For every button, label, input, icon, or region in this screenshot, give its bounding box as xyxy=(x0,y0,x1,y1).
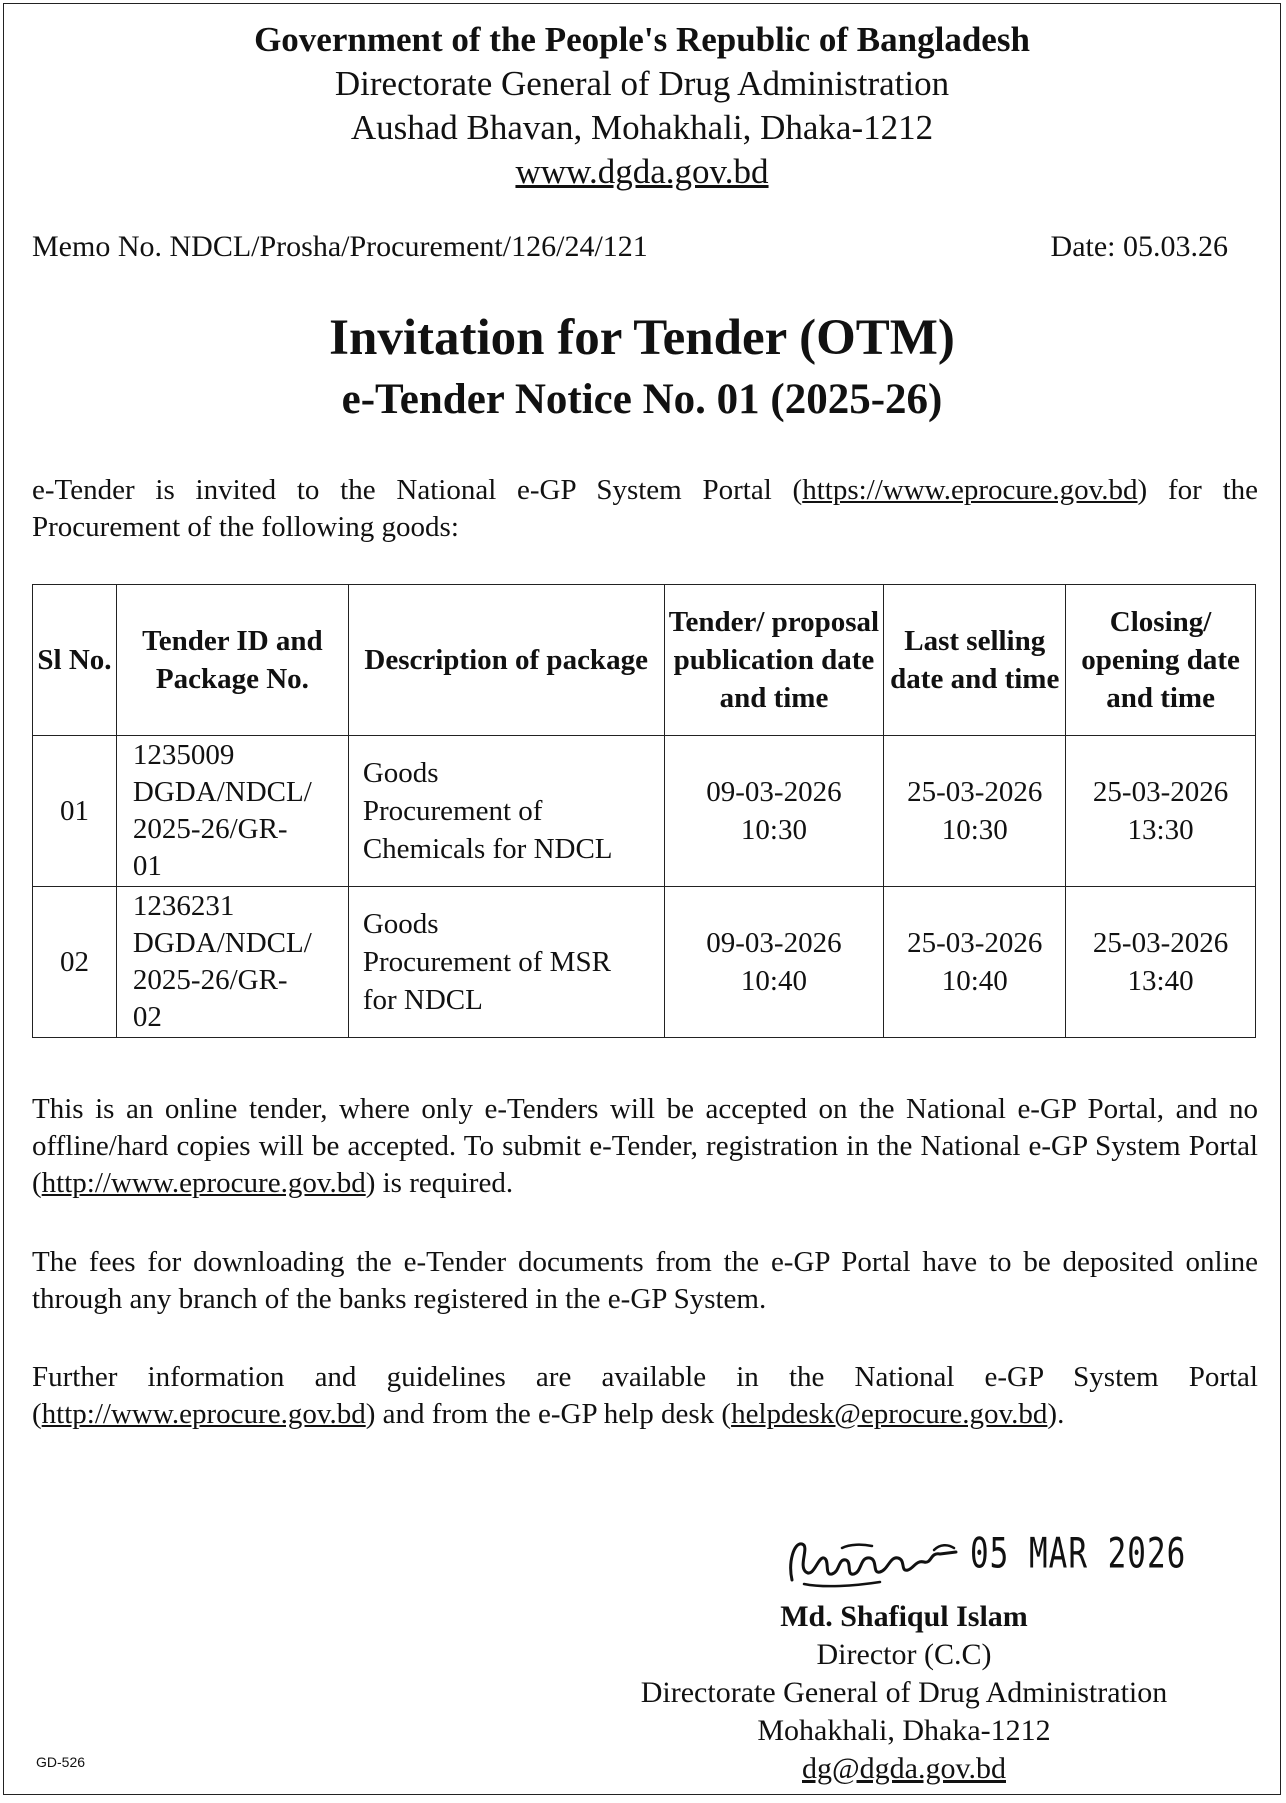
cell-description xyxy=(348,736,664,887)
description-line: Procurement of xyxy=(362,795,543,827)
government-name: Government of the People's Republic of Bangladesh xyxy=(254,20,1030,59)
memo-date: Date: 05.03.26 xyxy=(1050,230,1228,263)
info-line1: Further information and guidelines are available in the National e-GP System Portal xyxy=(32,1361,1258,1393)
package-line: DGDA/NDCL/ xyxy=(132,776,312,808)
intro-text-before: e-Tender is invited to the National e-GP System Portal ( xyxy=(32,474,803,506)
cell-selling xyxy=(884,887,1066,1038)
package-line: 2025-26/GR- xyxy=(132,964,288,996)
cell-tender-id xyxy=(116,887,348,1038)
description-line: Procurement of MSR xyxy=(362,946,611,978)
cell-closing xyxy=(1066,887,1256,1038)
tender-id: 1235009 xyxy=(132,739,235,771)
selling-date: 25-03-2026 xyxy=(907,927,1043,959)
info-line2 xyxy=(32,1396,1258,1433)
website-link[interactable]: www.dgda.gov.bd xyxy=(515,152,769,191)
notice-page xyxy=(3,3,1281,1795)
cell-description xyxy=(348,887,664,1038)
fees-paragraph: The fees for downloading the e-Tender documents from the e-GP Portal have to be deposited online through any branch of the banks registered in the e-GP System. xyxy=(32,1246,1258,1315)
eprocure-link[interactable]: http://www.eprocure.gov.bd xyxy=(41,1167,366,1199)
table-header-row xyxy=(33,585,1256,736)
description-line: Chemicals for NDCL xyxy=(362,833,613,865)
publication-date: 09-03-2026 xyxy=(706,776,842,808)
closing-time: 13:30 xyxy=(1127,814,1194,846)
table-row xyxy=(33,887,1256,1038)
paragraph1-text-after: ) is required. xyxy=(365,1167,514,1199)
notice-subtitle: e-Tender Notice No. 01 (2025-26) xyxy=(341,376,943,423)
selling-time: 10:40 xyxy=(941,965,1008,997)
description-line: Goods xyxy=(362,757,439,789)
bracket: ). xyxy=(1047,1398,1065,1430)
notice-title: Invitation for Tender (OTM) xyxy=(329,310,955,366)
eprocure-link[interactable]: https://www.eprocure.gov.bd xyxy=(802,474,1138,506)
memo-number: Memo No. NDCL/Prosha/Procurement/126/24/121 xyxy=(32,230,648,263)
selling-time: 10:30 xyxy=(941,814,1008,846)
intro-paragraph xyxy=(32,472,1258,546)
cell-closing xyxy=(1066,736,1256,887)
cell-publication xyxy=(664,736,884,887)
signatory-email-link[interactable]: dg@dgda.gov.bd xyxy=(802,1752,1006,1785)
header-closing: Closing/ opening date and time xyxy=(1066,585,1256,736)
publication-time: 10:30 xyxy=(740,814,807,846)
header-sl: Sl No. xyxy=(33,585,117,736)
header-tender-id: Tender ID and Package No. xyxy=(116,585,348,736)
bracket: ( xyxy=(32,1398,42,1430)
tender-table xyxy=(32,584,1256,1038)
cell-publication xyxy=(664,887,884,1038)
cell-tender-id xyxy=(116,736,348,887)
package-line: DGDA/NDCL/ xyxy=(132,927,312,959)
directorate-address: Aushad Bhavan, Mohakhali, Dhaka-1212 xyxy=(350,108,934,147)
signatory-block xyxy=(584,1598,1224,1788)
cell-sl: 01 xyxy=(33,736,117,887)
description-line: for NDCL xyxy=(362,984,483,1016)
signatory-office: Directorate General of Drug Administration xyxy=(640,1676,1168,1709)
helpdesk-email-link[interactable]: helpdesk@eprocure.gov.bd xyxy=(731,1398,1048,1430)
letterhead xyxy=(4,18,1280,194)
table-row xyxy=(33,736,1256,887)
online-tender-paragraph xyxy=(32,1091,1258,1202)
package-line: 01 xyxy=(132,850,162,882)
info-middle-text: ) and from the e-GP help desk ( xyxy=(365,1398,732,1430)
paragraph1-text-before: This is an online tender, where only e-Tenders will be accepted on the National e-GP Portal, and no offline/hard copies will be accepted. To submit e-Tender, registration in the National e-GP System Portal ( xyxy=(32,1093,1258,1199)
package-line: 2025-26/GR- xyxy=(132,813,288,845)
header-publication: Tender/ proposal publication date and time xyxy=(664,585,884,736)
notice-code: GD-526 xyxy=(36,1754,86,1770)
closing-date: 25-03-2026 xyxy=(1092,776,1229,808)
publication-time: 10:40 xyxy=(740,965,807,997)
directorate-name: Directorate General of Drug Administration xyxy=(334,64,950,103)
tender-id: 1236231 xyxy=(132,890,235,922)
cell-sl: 02 xyxy=(33,887,117,1038)
header-selling: Last selling date and time xyxy=(884,585,1066,736)
signatory-designation: Director (C.C) xyxy=(816,1638,992,1671)
closing-time: 13:40 xyxy=(1127,965,1194,997)
signatory-name: Md. Shafiqul Islam xyxy=(780,1600,1028,1633)
publication-date: 09-03-2026 xyxy=(706,927,842,959)
intro-text-after: ) for the Procurement of the following goods: xyxy=(32,474,1258,543)
cell-selling xyxy=(884,736,1066,887)
info-paragraph xyxy=(32,1359,1258,1433)
description-line: Goods xyxy=(362,908,439,940)
signature-date-stamp: 05 MAR 2026 xyxy=(970,1529,1187,1579)
header-description: Description of package xyxy=(348,585,664,736)
package-line: 02 xyxy=(132,1001,162,1033)
selling-date: 25-03-2026 xyxy=(907,776,1043,808)
closing-date: 25-03-2026 xyxy=(1092,927,1229,959)
signatory-address: Mohakhali, Dhaka-1212 xyxy=(757,1714,1051,1747)
eprocure-link[interactable]: http://www.eprocure.gov.bd xyxy=(41,1398,366,1430)
